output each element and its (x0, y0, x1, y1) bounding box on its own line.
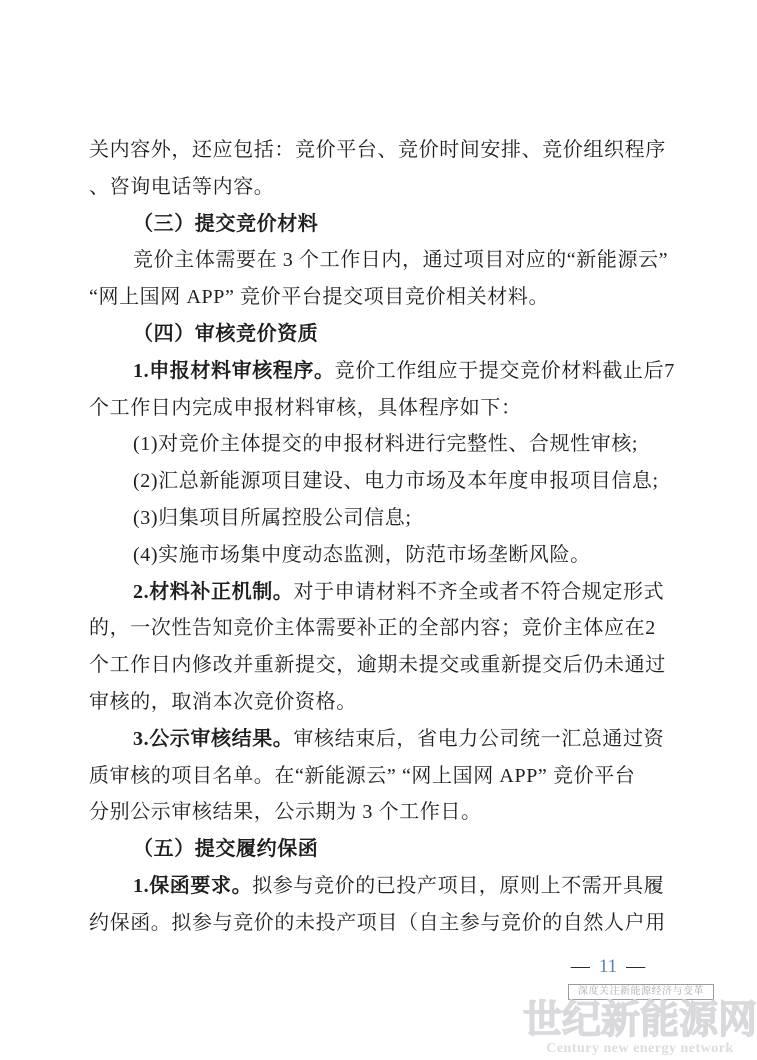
text-run-bold: 3.公示审核结果。 (133, 727, 294, 750)
watermark-tagline: 深度关注新能源经济与变革 (568, 984, 714, 1000)
text-run: 审核的，取消本次竞价资格。 (89, 690, 357, 713)
text-line (89, 206, 689, 243)
text-run: (2)汇总新能源项目建设、电力市场及本年度申报项目信息; (133, 470, 659, 493)
text-run-bold: 1.保函要求。 (133, 874, 253, 897)
text-line (89, 463, 689, 500)
text-line (89, 242, 689, 279)
text-line (89, 353, 689, 390)
text-line (89, 905, 689, 942)
page-number (553, 956, 663, 978)
text-line (89, 831, 689, 868)
text-line (89, 500, 689, 537)
text-line (89, 684, 689, 721)
page-number-dash-right: — (626, 956, 646, 977)
text-run: 拟参与竞价的已投产项目，原则上不需开具履 (252, 874, 665, 897)
text-run: 质审核的项目名单。在“新能源云” “网上国网 APP” 竞价平台 (89, 764, 636, 787)
text-run-bold: （四）审核竞价资质 (133, 322, 319, 345)
page-number-value: 11 (598, 956, 618, 977)
text-run: (1)对竞价主体提交的申报材料进行完整性、合规性审核; (133, 433, 639, 456)
text-line (89, 647, 689, 684)
text-line (89, 868, 689, 905)
text-run: 竞价工作组应于提交竞价材料截止后7 (334, 359, 675, 382)
text-run: (3)归集项目所属控股公司信息; (133, 506, 412, 529)
text-line (89, 610, 689, 647)
text-line (89, 426, 689, 463)
text-line (89, 169, 689, 206)
watermark-subtitle: Century new energy network (546, 1041, 734, 1056)
text-run-bold: （五）提交履约保函 (133, 838, 319, 861)
page-number-dash-left: — (570, 956, 590, 977)
text-line (89, 574, 689, 611)
text-run: “网上国网 APP” 竞价平台提交项目竞价相关材料。 (89, 286, 550, 309)
text-run: 对于申请材料不齐全或者不符合规定形式 (293, 580, 665, 603)
text-run: 、咨询电话等内容。 (89, 175, 275, 198)
text-line (89, 537, 689, 574)
text-line (89, 721, 689, 758)
text-run-bold: （三）提交竞价材料 (133, 212, 319, 235)
text-run: 个工作日内完成申报材料审核，具体程序如下： (89, 396, 522, 419)
text-run: 关内容外，还应包括：竞价平台、竞价时间安排、竞价组织程序 (89, 139, 666, 161)
text-run: (4)实施市场集中度动态监测，防范市场垄断风险。 (133, 543, 591, 566)
text-run: 个工作日内修改并重新提交，逾期未提交或重新提交后仍未通过 (89, 654, 666, 677)
text-line (89, 794, 689, 831)
text-line (89, 390, 689, 427)
text-run: 审核结束后，省电力公司统一汇总通过资 (293, 727, 665, 750)
document-body (89, 132, 689, 942)
text-line (89, 758, 689, 795)
text-run-bold: 1.申报材料审核程序。 (133, 359, 335, 382)
watermark-logo: 世纪新能源网 (523, 999, 757, 1042)
text-run: 竞价主体需要在 3 个工作日内，通过项目对应的“新能源云” (133, 249, 669, 272)
text-run: 分别公示审核结果，公示期为 3 个工作日。 (89, 801, 482, 824)
text-line (89, 279, 689, 316)
text-line (89, 132, 689, 169)
text-run-bold: 2.材料补正机制。 (133, 580, 294, 603)
text-line (89, 316, 689, 353)
text-run: 约保函。拟参与竞价的未投产项目（自主参与竞价的自然人户用 (89, 911, 666, 934)
text-run: 的，一次性告知竞价主体需要补正的全部内容；竞价主体应在2 (89, 617, 656, 640)
